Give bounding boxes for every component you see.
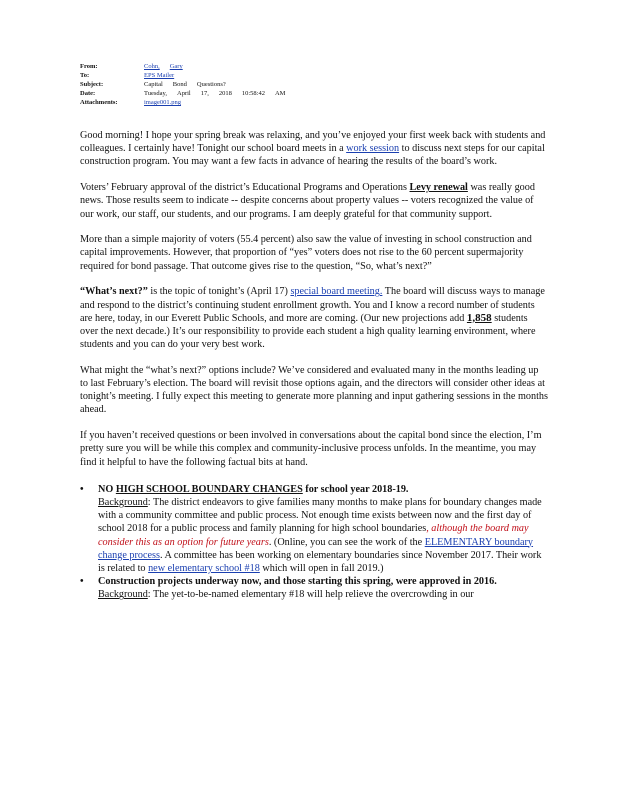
email-body <box>80 129 548 602</box>
work-session-link[interactable]: work session <box>346 143 400 155</box>
to-row <box>80 71 285 80</box>
whats-next-heading: “What’s next?” <box>80 286 148 298</box>
paragraph-questions: If you haven’t received questions or been involved in conversations about the capital bond since the election, I’m pretty sure you will be while this complex and community-inclusive process unfolds. In the meantime, you may find it helpful to have the following factual bits at hand. <box>80 430 542 468</box>
to-label: To: <box>80 72 90 79</box>
levy-renewal-text: Levy renewal <box>409 182 468 194</box>
fact-item-boundary: • NO HIGH SCHOOL BOUNDARY CHANGES for school year 2018-19. Background: The district endeavors to give families many months to make plans for boundary changes made with a community committee and public process. Not enough time exists between now and the first day of school 2018 for a public process and family planning for high school boundaries, although the board may consider this as an option for future years. (Online, you can see the work of the ELEMENTARY boundary change process. A committee has been working on elementary boundaries since November 2017. Their work is related to new elementary school #18 which will open in fall 2019.) <box>80 483 548 575</box>
special-board-meeting-link[interactable]: special board meeting. <box>290 286 383 298</box>
background-label: Background <box>98 496 148 508</box>
from-value[interactable]: Cohn, Gary <box>144 63 183 70</box>
paragraph-greeting: Good morning! I hope your spring break was relaxing, and you’ve enjoyed your first week back with students and colleagues. I certainly have! Tonight our school board meets in a work session to discuss next steps for our capital construction program. You may want a few facts in advance of hearing the results of the board’s work. <box>80 130 546 168</box>
paragraph-levy: Voters’ February approval of the district’s Educational Programs and Operations Levy renewal was really good news. Those results seem to indicate -- despite concerns about property values -- voters recognized the value of our work, our staff, our students, and our programs. I am deeply grateful for that community support. <box>80 182 535 220</box>
projection-number: 1,858 <box>466 311 492 324</box>
subject-label: Subject: <box>80 81 104 88</box>
subject-value: Capital Bond Questions? <box>144 81 226 88</box>
from-label: From: <box>80 63 98 70</box>
new-elementary-link[interactable]: new elementary school #18 <box>148 562 260 574</box>
attachments-label: Attachments: <box>80 99 118 106</box>
subject-row <box>80 80 285 89</box>
date-row <box>80 89 285 98</box>
paragraph-whats-next: “What’s next?” is the topic of tonight’s (April 17) special board meeting. The board will discuss ways to manage and respond to the district’s continuing student enrollment growth. You and I know a record number of students are here, today, in our Everett Public Schools, and more are coming. (Our new projections add 1,858 students over the next decade.) It’s our responsibility to provide each student a high quality learning environment, where students and you can do your very best work. <box>80 286 545 351</box>
email-header <box>80 62 285 107</box>
attachment-link[interactable]: image001.png <box>144 99 182 106</box>
background-label: Background <box>98 589 148 601</box>
fact-list <box>80 483 548 602</box>
date-value: Tuesday, April 17, 2018 10:58:42 AM <box>144 90 286 97</box>
fact-title-construction: Construction projects underway now, and those starting this spring, were approved in 2016. <box>98 576 497 588</box>
fact-title-boundary: NO HIGH SCHOOL BOUNDARY CHANGES for school year 2018-19. <box>98 483 409 495</box>
fact-item-construction: • Construction projects underway now, and those starting this spring, were approved in 2016. Background: The yet-to-be-named elementary #18 will help relieve the overcrowding in our <box>80 575 548 601</box>
boundary-change-link[interactable]: ELEMENTARY boundary change process <box>98 536 534 561</box>
red-note: , although the board may consider this as an option for future years <box>98 523 529 548</box>
from-row <box>80 62 285 71</box>
date-label: Date: <box>80 90 96 97</box>
paragraph-options: What might the “what’s next?” options include? We’ve considered and evaluated many in the months leading up to last February’s election. The board will revisit those options again, and the directors will consider other ideas at tonight’s meeting. I fully expect this meeting to generate more planning and input gathering sessions in the months ahead. <box>80 364 548 416</box>
paragraph-majority: More than a simple majority of voters (55.4 percent) also saw the value of investing in school construction and capital improvements. However, that proportion of “yes” voters does not rise to the 60 percent supermajority required for bond passage. That outcome gives rise to the question, “So, what’s next?” <box>80 234 532 272</box>
attachments-row <box>80 98 285 107</box>
to-value[interactable]: EPS Mailer <box>144 72 175 79</box>
